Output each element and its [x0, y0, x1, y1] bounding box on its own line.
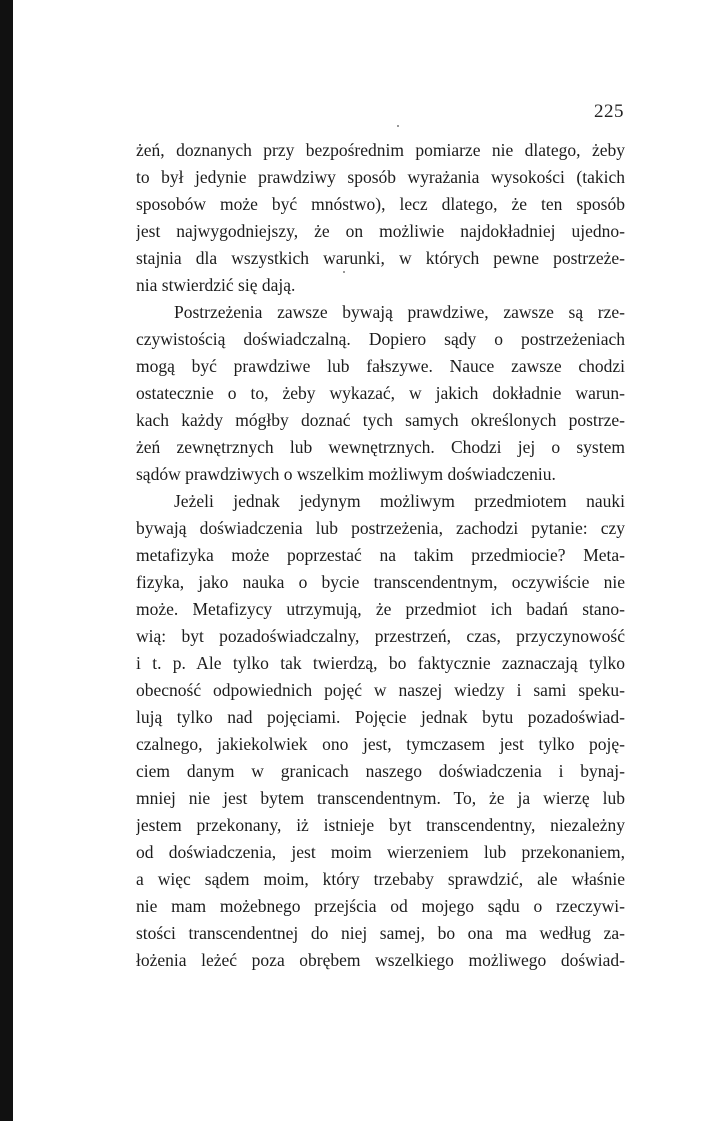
text-line: fizyka, jako nauka o bycie transcendentnym, oczywiście nie: [136, 572, 625, 592]
paragraph-2: [136, 299, 625, 488]
body-text: [136, 137, 625, 974]
text-line: żeń zewnętrznych lub wewnętrznych. Chodzi jej o system: [136, 437, 625, 457]
text-line: łożenia leżeć poza obrębem wszelkiego możliwego doświad-: [136, 950, 625, 970]
text-line: mniej nie jest bytem transcendentnym. To, że ja wierzę lub: [136, 788, 625, 808]
text-line: Jeżeli jednak jedynym możliwym przedmiotem nauki: [174, 491, 625, 511]
text-line: sposobów może być mnóstwo), lecz dlatego, że ten sposób: [136, 194, 625, 214]
paragraph-3: [136, 488, 625, 974]
text-line: mogą być prawdziwe lub fałszywe. Nauce zawsze chodzi: [136, 356, 625, 376]
text-line: a więc sądem moim, który trzebaby sprawdzić, ale właśnie: [136, 869, 625, 889]
text-line: ciem danym w granicach naszego doświadczenia i bynaj-: [136, 761, 625, 781]
text-line: stajnia dla wszystkich warunki, w których pewne postrzeże-: [136, 248, 625, 268]
text-line: to był jedynie prawdziwy sposób wyrażania wysokości (takich: [136, 167, 625, 187]
text-line: nia stwierdzić się dają.: [136, 275, 296, 295]
text-line: od doświadczenia, jest moim wierzeniem lub przekonaniem,: [136, 842, 625, 862]
paragraph-1: [136, 137, 625, 299]
scan-speck: [343, 271, 345, 273]
text-line: żeń, doznanych przy bezpośrednim pomiarze nie dlatego, żeby: [136, 140, 625, 160]
text-line: może. Metafizycy utrzymują, że przedmiot ich badań stano-: [136, 599, 625, 619]
text-line: czalnego, jakiekolwiek ono jest, tymczasem jest tylko poję-: [136, 734, 625, 754]
page-number: 225: [594, 101, 624, 122]
text-line: obecność odpowiednich pojęć w naszej wiedzy i sami speku-: [136, 680, 625, 700]
text-line: stości transcendentnej do niej samej, bo ona ma według za-: [136, 923, 625, 943]
text-line: czywistością doświadczalną. Dopiero sądy o postrzeżeniach: [136, 329, 625, 349]
text-line: jest najwygodniejszy, że on możliwie najdokładniej ujedno-: [136, 221, 625, 241]
scan-binding-edge: [0, 0, 13, 1121]
text-line: lują tylko nad pojęciami. Pojęcie jednak bytu pozadoświad-: [136, 707, 625, 727]
text-line: ostatecznie o to, żeby wykazać, w jakich dokładnie warun-: [136, 383, 625, 403]
scan-speck: [397, 125, 399, 127]
text-line: i t. p. Ale tylko tak twierdzą, bo faktycznie zaznaczają tylko: [136, 653, 625, 673]
text-line: Postrzeżenia zawsze bywają prawdziwe, zawsze są rze-: [174, 302, 625, 322]
text-line: nie mam możebnego przejścia od mojego sądu o rzeczywi-: [136, 896, 625, 916]
text-line: sądów prawdziwych o wszelkim możliwym doświadczeniu.: [136, 464, 556, 484]
text-line: jestem przekonany, iż istnieje byt transcendentny, niezależny: [136, 815, 625, 835]
text-line: kach każdy mógłby doznać tych samych określonych postrze-: [136, 410, 625, 430]
text-line: wią: byt pozadoświadczalny, przestrzeń, czas, przyczynowość: [136, 626, 625, 646]
text-line: bywają doświadczenia lub postrzeżenia, zachodzi pytanie: czy: [136, 518, 625, 538]
text-line: metafizyka może poprzestać na takim przedmiocie? Meta-: [136, 545, 625, 565]
